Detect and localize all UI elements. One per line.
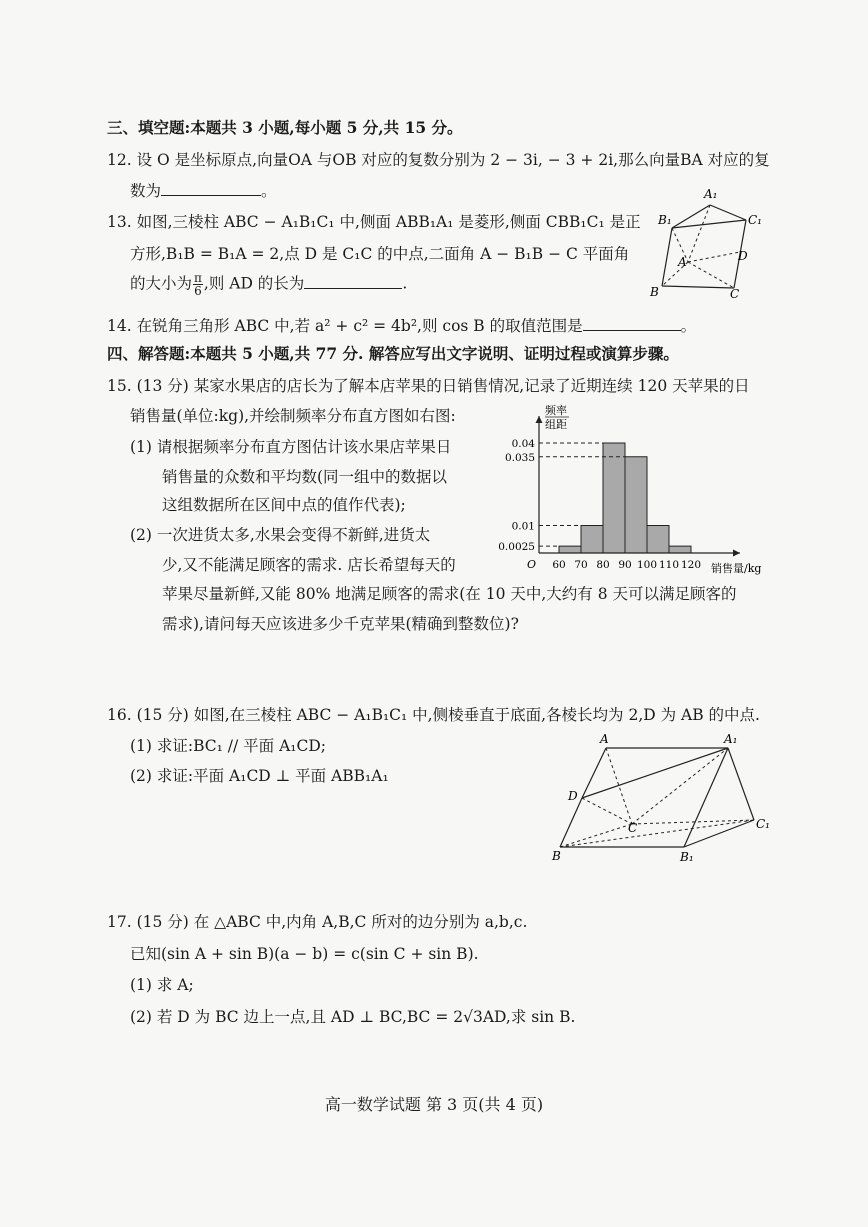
q15-part2-line-1: (2) 一次进货太多,水果会变得不新鲜,进货太 — [130, 526, 431, 544]
histogram-bar-100-110 — [647, 526, 669, 554]
q13-label-c1: C₁ — [748, 213, 762, 227]
q14-end: 。 — [680, 317, 697, 335]
q17-line-1: 17. (15 分) 在 △ABC 中,内角 A,B,C 所对的边分别为 a,b,c. — [107, 913, 528, 931]
y-tick-labels — [498, 438, 535, 553]
x-tick-label-120: 120 — [680, 559, 702, 571]
y-tick-label-0.0025: 0.0025 — [498, 541, 535, 554]
q13-prompt-2: ,则 AD 的长为 — [203, 274, 305, 293]
q13-label-b1: B₁ — [658, 213, 672, 227]
x-tick-labels — [552, 559, 701, 571]
q13-label-b: B — [650, 285, 659, 299]
q16-label-c: C — [628, 821, 638, 835]
x-tick-label-60: 60 — [552, 559, 566, 571]
q16-part1: (1) 求证:BC₁ // 平面 A₁CD; — [130, 737, 326, 755]
q13-answer-blank — [304, 274, 402, 289]
q12-line-2 — [130, 181, 277, 201]
q13-prompt: 的大小为 — [130, 274, 193, 293]
q16-label-c1: C₁ — [756, 817, 770, 831]
q14-prompt: 14. 在锐角三角形 ABC 中,若 a² + c² = 4b²,则 cos B 的取值范围是 — [107, 317, 583, 335]
q17-part1: (1) 求 A; — [130, 976, 194, 994]
y-tick-label-0.035: 0.035 — [504, 451, 535, 464]
q13-label-c: C — [730, 287, 740, 300]
q13-label-a1: A₁ — [704, 187, 718, 201]
q15-part1-line-1: (1) 请根据频率分布直方图估计该水果店苹果日 — [130, 438, 452, 456]
histogram-bar-110-120 — [669, 546, 691, 553]
q13-line-2: 方形,B₁B = B₁A = 2,点 D 是 C₁C 的中点,二面角 A − B₁B − C 平面角 — [130, 245, 630, 263]
q15-part1-line-2: 销售量的众数和平均数(同一组中的数据以 — [162, 468, 448, 486]
x-tick-label-80: 80 — [596, 559, 610, 571]
page-footer: 高一数学试题 第 3 页(共 4 页) — [324, 1095, 544, 1114]
q13-label-d: D — [738, 249, 748, 263]
q15-line-2: 销售量(单位:kg),并绘制频率分布直方图如右图: — [130, 407, 456, 425]
q16-label-b1: B₁ — [680, 850, 694, 864]
q17-line-2: 已知(sin A + sin B)(a − b) = c(sin C + sin B). — [130, 945, 479, 963]
q15-line-1: 15. (13 分) 某家水果店的店长为了解本店苹果的日销售情况,记录了近期连续 120 天苹果的日 — [107, 377, 750, 395]
q16-label-b: B — [552, 849, 561, 863]
q14-line-1 — [107, 316, 696, 336]
histogram-bar-80-90 — [603, 443, 625, 553]
q13-fraction — [193, 272, 203, 297]
q12-end: 。 — [261, 182, 277, 200]
q12-line-1: 12. 设 O 是坐标原点,向量OA 与OB 对应的复数分别为 2 − 3i, − 3 + 2i,那么向量BA 对应的复 — [107, 151, 770, 169]
x-tick-label-110: 110 — [658, 559, 680, 571]
histogram-bar-60-70 — [559, 546, 581, 553]
q16-label-d: D — [568, 789, 578, 803]
q15-part2-line-2: 少,又不能满足顾客的需求. 店长希望每天的 — [162, 556, 456, 574]
q15-part1-line-3: 这组数据所在区间中点的值作代表); — [162, 496, 406, 514]
y-tick-label-0.04: 0.04 — [511, 438, 535, 450]
histogram-bar-70-80 — [581, 526, 603, 554]
q15-part2-line-4: 需求),请问每天应该进多少千克苹果(精确到整数位)? — [162, 615, 519, 633]
q13-label-a: A — [678, 255, 687, 269]
q12-answer-blank — [161, 181, 261, 196]
q13-frac-numerator: π — [194, 271, 202, 285]
q16-line-1: 16. (15 分) 如图,在三棱柱 ABC − A₁B₁C₁ 中,侧棱垂直于底面,各棱长均为 2,D 为 AB 的中点. — [107, 706, 760, 724]
y-axis-label-top: 频率 — [545, 404, 567, 417]
y-axis-label-bottom: 组距 — [545, 418, 567, 431]
q12-prompt: 数为 — [130, 182, 162, 200]
q16-label-a: A — [600, 732, 609, 746]
q13-line-1: 13. 如图,三棱柱 ABC − A₁B₁C₁ 中,侧面 ABB₁A₁ 是菱形,侧面 CBB₁C₁ 是正 — [107, 213, 641, 231]
q15-histogram — [495, 402, 775, 580]
q16-label-a1: A₁ — [724, 732, 738, 746]
x-tick-label-90: 90 — [618, 559, 632, 571]
q15-part2-line-3: 苹果尽量新鲜,又能 80% 地满足顾客的需求(在 10 天中,大约有 8 天可以满足顾客的 — [162, 585, 737, 603]
histogram-bars — [559, 443, 691, 553]
x-tick-label-70: 70 — [574, 559, 588, 571]
section-4-heading: 四、解答题:本题共 5 小题,共 77 分. 解答应写出文字说明、证明过程或演算步骤。 — [107, 344, 679, 363]
q13-frac-denominator: 6 — [194, 284, 202, 298]
q13-prism-figure — [648, 180, 768, 300]
y-tick-label-0.01: 0.01 — [511, 520, 535, 533]
q14-answer-blank — [583, 316, 681, 331]
x-tick-label-100: 100 — [636, 559, 658, 571]
origin-label: O — [527, 558, 537, 571]
q17-part2: (2) 若 D 为 BC 边上一点,且 AD ⊥ BC,BC = 2√3AD,求 sin B. — [130, 1008, 576, 1026]
q16-prism-figure — [548, 730, 778, 870]
q13-end: . — [402, 274, 408, 293]
histogram-bar-90-100 — [625, 457, 647, 553]
q16-part2: (2) 求证:平面 A₁CD ⊥ 平面 ABB₁A₁ — [130, 767, 389, 785]
x-axis-label: 销售量/kg — [711, 562, 762, 575]
section-3-heading: 三、填空题:本题共 3 小题,每小题 5 分,共 15 分。 — [107, 118, 463, 137]
q13-line-3 — [130, 272, 407, 297]
